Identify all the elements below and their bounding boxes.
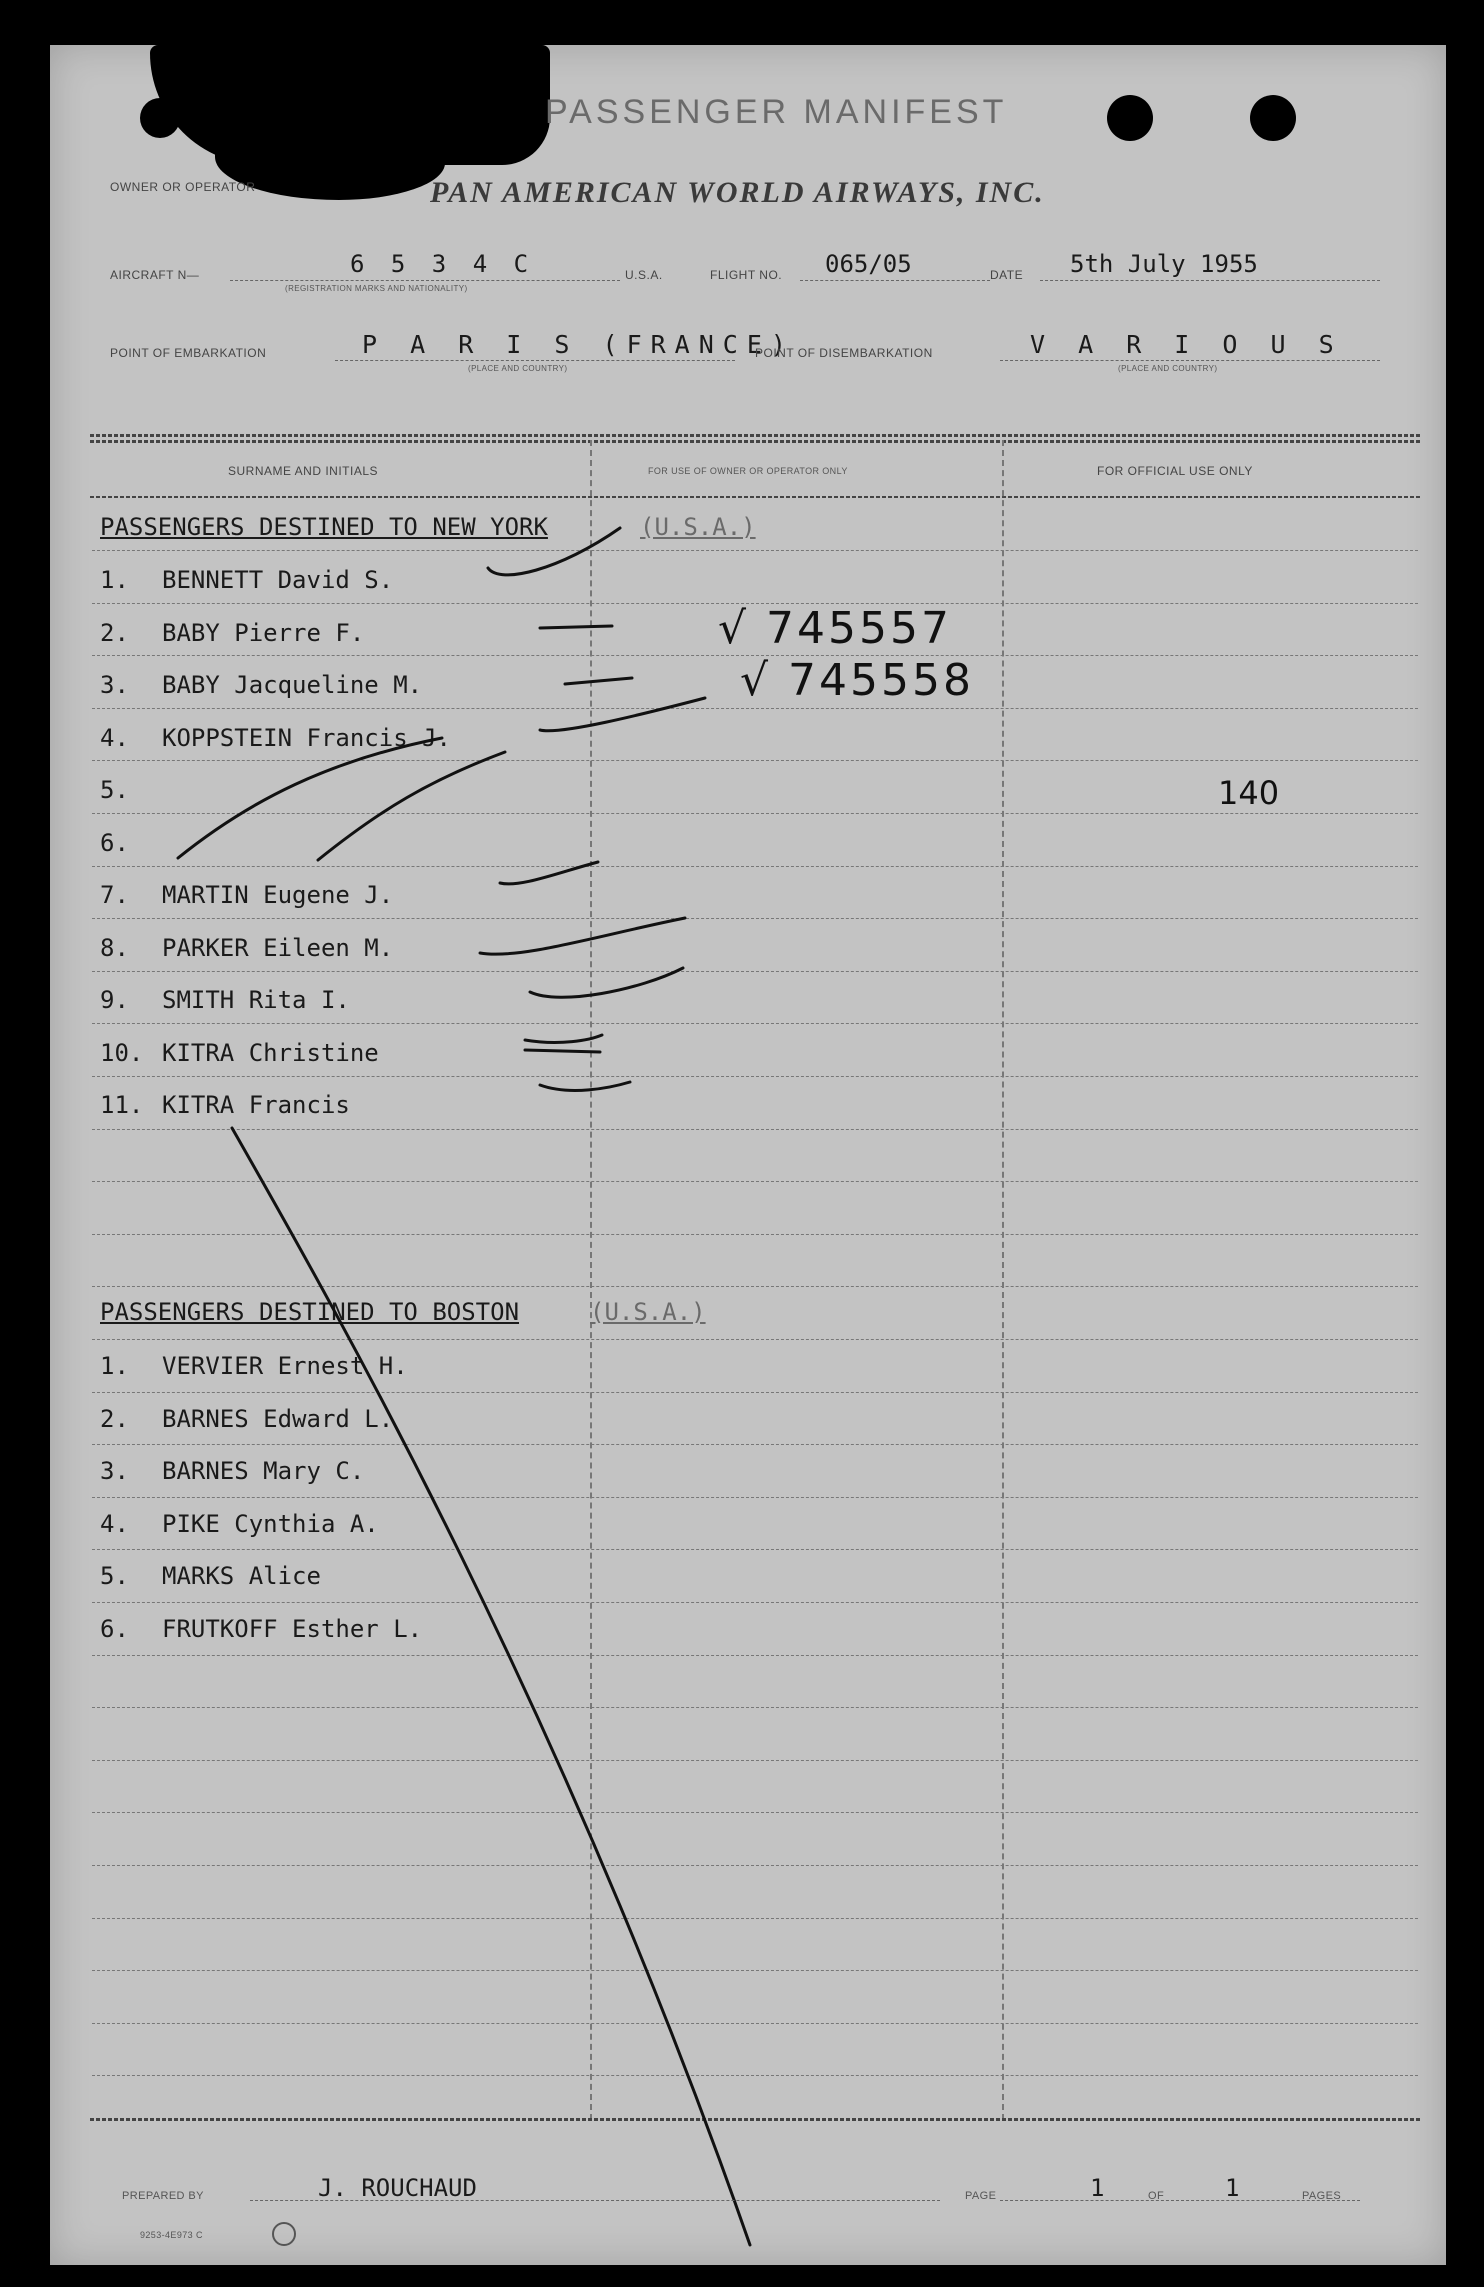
check-mark-11 bbox=[540, 1082, 630, 1090]
strike-5-6-a bbox=[178, 738, 442, 858]
usa-label: U.S.A. bbox=[625, 268, 663, 282]
owner-value: PAN AMERICAN WORLD AIRWAYS, INC. bbox=[430, 176, 1045, 209]
check-mark-4 bbox=[540, 698, 705, 731]
passenger-number: 7. bbox=[100, 881, 129, 909]
page-label: PAGE bbox=[965, 2190, 997, 2202]
pages-label: PAGES bbox=[1302, 2190, 1342, 2202]
of-value: 1 bbox=[1225, 2174, 1240, 2202]
dash-mark-3 bbox=[565, 678, 632, 684]
passenger-number: 6. bbox=[100, 828, 129, 857]
passenger-name: PARKER Eileen M. bbox=[162, 933, 394, 962]
prepared-value: J. ROUCHAUD bbox=[318, 2174, 477, 2202]
passenger-number: 2. bbox=[100, 618, 129, 647]
date-value: 5th July 1955 bbox=[1070, 250, 1258, 278]
passenger-number: 9. bbox=[100, 986, 129, 1014]
flight-label: FLIGHT NO. bbox=[710, 268, 783, 282]
union-label-icon bbox=[272, 2222, 296, 2246]
form-title: PASSENGER MANIFEST bbox=[545, 93, 1008, 131]
check-mark-1 bbox=[488, 528, 620, 575]
section-suffix-boston: (U.S.A.) bbox=[590, 1298, 706, 1326]
passenger-number: 5. bbox=[100, 776, 129, 804]
dash-mark-2 bbox=[540, 626, 612, 628]
passenger-name: BENNETT David S. bbox=[162, 566, 394, 594]
column-header-surname: SURNAME AND INITIALS bbox=[228, 464, 379, 478]
passenger-name: BARNES Mary C. bbox=[162, 1457, 365, 1485]
passenger-number: 4. bbox=[100, 723, 129, 752]
passenger-number: 3. bbox=[100, 671, 129, 699]
check-mark-7 bbox=[500, 862, 598, 884]
strike-5-6-b bbox=[318, 752, 505, 860]
passenger-number: 8. bbox=[100, 933, 129, 962]
passenger-name: PIKE Cynthia A. bbox=[162, 1509, 379, 1538]
section-heading-boston: PASSENGERS DESTINED TO BOSTON bbox=[100, 1298, 520, 1326]
passenger-number: 1. bbox=[100, 566, 129, 594]
passenger-name: VERVIER Ernest H. bbox=[162, 1352, 408, 1380]
aircraft-sublabel: (REGISTRATION MARKS AND NATIONALITY) bbox=[285, 284, 468, 293]
aircraft-label: AIRCRAFT N— bbox=[110, 268, 200, 282]
passenger-number: 5. bbox=[100, 1562, 129, 1590]
page-value: 1 bbox=[1090, 2174, 1105, 2202]
disembark-value: V A R I O U S bbox=[1030, 330, 1343, 359]
passenger-name: BABY Jacqueline M. bbox=[162, 671, 423, 699]
passenger-name: MARTIN Eugene J. bbox=[162, 881, 394, 909]
form-code: 9253-4E973 C bbox=[140, 2230, 203, 2240]
embark-sublabel: (PLACE AND COUNTRY) bbox=[468, 364, 568, 373]
column-header-operator: FOR USE OF OWNER OR OPERATOR ONLY bbox=[648, 466, 848, 476]
passenger-name: KOPPSTEIN Francis J. bbox=[162, 723, 451, 752]
handwritten-ticket-1: √ 745557 bbox=[718, 603, 952, 654]
check-mark-8 bbox=[480, 918, 685, 954]
owner-label: OWNER OR OPERATOR bbox=[110, 180, 256, 194]
passenger-name: BARNES Edward L. bbox=[162, 1404, 394, 1433]
disembark-label: POINT OF DISEMBARKATION bbox=[755, 346, 933, 360]
passenger-number: 10. bbox=[100, 1038, 144, 1067]
flight-value: 065/05 bbox=[825, 250, 912, 278]
passenger-name: MARKS Alice bbox=[162, 1562, 321, 1590]
passenger-name: SMITH Rita I. bbox=[162, 986, 350, 1014]
check-mark-10 bbox=[525, 1035, 602, 1052]
check-mark-9 bbox=[530, 968, 683, 997]
passenger-number: 11. bbox=[100, 1091, 144, 1119]
passenger-name: FRUTKOFF Esther L. bbox=[162, 1614, 423, 1643]
passenger-name: KITRA Christine bbox=[162, 1038, 379, 1067]
official-note: 140 bbox=[1218, 774, 1280, 812]
section-heading-new-york: PASSENGERS DESTINED TO NEW YORK bbox=[100, 513, 548, 541]
embark-value: P A R I S (FRANCE) bbox=[362, 330, 795, 359]
disembark-sublabel: (PLACE AND COUNTRY) bbox=[1118, 364, 1218, 373]
page-underline bbox=[1000, 2200, 1360, 2201]
passenger-number: 4. bbox=[100, 1509, 129, 1538]
passenger-name: KITRA Francis bbox=[162, 1091, 350, 1119]
column-header-official: FOR OFFICIAL USE ONLY bbox=[1097, 464, 1253, 478]
passenger-number: 1. bbox=[100, 1352, 129, 1380]
passenger-number: 6. bbox=[100, 1614, 129, 1643]
long-strike-line bbox=[232, 1128, 750, 2245]
prepared-label: PREPARED BY bbox=[122, 2190, 204, 2202]
date-label: DATE bbox=[990, 268, 1024, 282]
passenger-number: 2. bbox=[100, 1404, 129, 1433]
section-suffix-new-york: (U.S.A.) bbox=[640, 513, 756, 541]
passenger-name: BABY Pierre F. bbox=[162, 618, 365, 647]
of-label: OF bbox=[1148, 2190, 1165, 2202]
aircraft-value: 6 5 3 4 C bbox=[350, 250, 535, 278]
embark-label: POINT OF EMBARKATION bbox=[110, 346, 267, 360]
handwritten-ticket-2: √ 745558 bbox=[740, 655, 974, 706]
passenger-number: 3. bbox=[100, 1457, 129, 1485]
